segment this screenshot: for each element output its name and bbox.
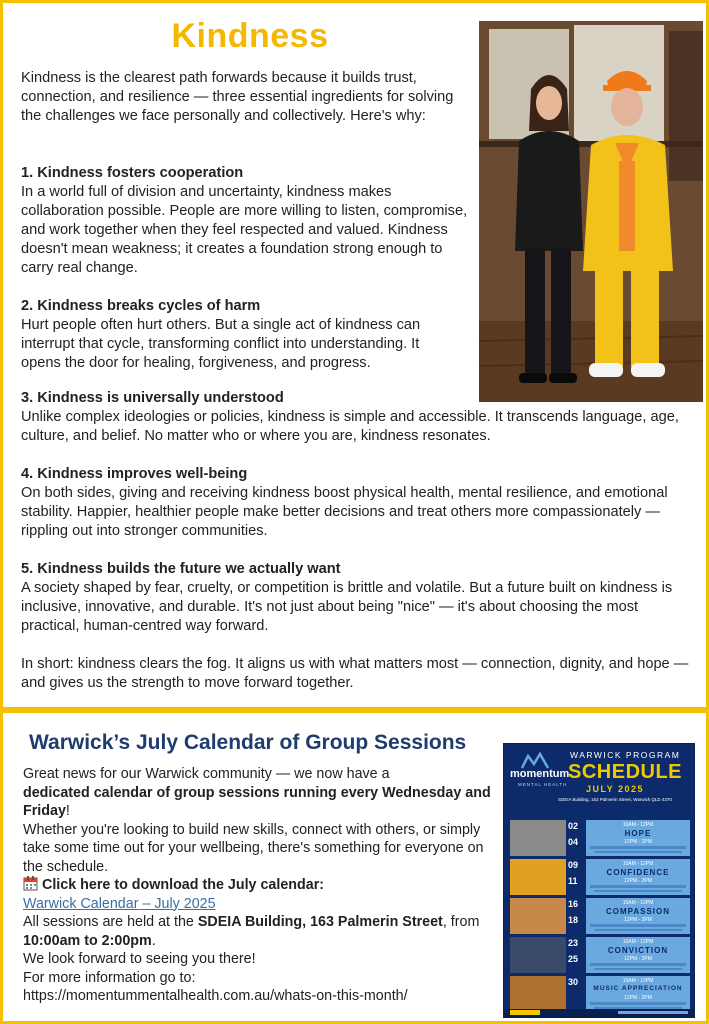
session-time-bold: 10:00am to 2:00pm [23, 932, 152, 949]
kindness-photo [479, 21, 703, 402]
calendar-line-1: Great news for our Warwick community — we now have a [23, 766, 390, 782]
kindness-point-5 [21, 560, 691, 636]
session-card: 10AM - 12PM CONFIDENCE 12PM - 2PM [586, 859, 690, 895]
point-body: In a world full of division and uncertainty, kindness makes collaboration possible. People are more willing to listen, compromise, and work together when they feel respected and valued. Kindness doesn't mean weakness; it creates a foundation strong enough to carry real change. [21, 184, 468, 276]
flyer-session [510, 898, 690, 934]
session-image [510, 859, 566, 895]
point-heading: 3. Kindness is universally understood [21, 390, 284, 406]
session-dates: 16 18 [568, 899, 579, 925]
people-photo-illustration [479, 21, 703, 402]
point-body: Hurt people often hurt others. But a single act of kindness can interrupt that cycle, transforming conflict into understanding. It opens the door for healing, forgiveness, and progress. [21, 317, 421, 371]
session-card: 10AM - 12PM MUSIC APPRECIATION 12PM - 2PM [586, 976, 690, 1012]
point-body: On both sides, giving and receiving kindness boost physical health, mental resilience, and emotional stability. Happier, healthier people make better decisions and treat others more compassionately — rippling out into stronger communities. [21, 485, 668, 539]
flyer-schedule: SCHEDULE [568, 761, 683, 783]
flyer-header [504, 744, 694, 814]
point-heading: 5. Kindness builds the future we actually want [21, 561, 341, 577]
kindness-point-2 [21, 297, 451, 373]
session-card: 10AM - 12PM HOPE 12PM - 2PM [586, 820, 690, 856]
held-mid: , from [442, 914, 480, 930]
flyer-footer [504, 1009, 694, 1017]
point-body: A society shaped by fear, cruelty, or competition is brittle and volatile. But a future built on kindness is inclusive, innovative, and durable. It's not just about being "nice" — it's about choosing the most practical, human-centred way forward. [21, 580, 673, 634]
calendar-line-3: Whether you're looking to build new skills, connect with others, or simply take some time out for your wellbeing, there's something for everyone on the schedule. [23, 821, 484, 875]
flyer-month: JULY 2025 [586, 784, 645, 794]
session-image [510, 976, 566, 1012]
point-heading: 4. Kindness improves well-being [21, 466, 248, 482]
session-dates: 23 25 [568, 938, 579, 964]
calendar-location [23, 913, 493, 950]
flyer-session [510, 820, 690, 856]
flyer-logo-sub: MENTAL HEALTH [518, 782, 568, 787]
kindness-intro: Kindness is the clearest path forwards because it builds trust, connection, and resilience — three essential ingredients for solving the challenges we face personally and collectively. Here's why: [21, 70, 454, 124]
calendar-line-2 [23, 784, 493, 821]
session-dates: 02 04 [568, 821, 579, 847]
session-image [510, 820, 566, 856]
kindness-point-1 [21, 164, 471, 278]
calendar-days-bold: dedicated calendar of group sessions running every Wednesday and Friday [23, 784, 491, 819]
calendar-panel [0, 710, 709, 1024]
flyer-logo: momentum [510, 768, 570, 780]
kindness-title: Kindness [171, 17, 329, 55]
session-image [510, 898, 566, 934]
held-prefix: All sessions are held at the [23, 914, 198, 930]
session-dates: 30 [568, 977, 579, 987]
session-dates: 09 11 [568, 860, 579, 886]
point-body: Unlike complex ideologies or policies, kindness is simple and accessible. It transcends language, age, culture, and belief. No matter who or where you are, kindness resonates. [21, 409, 679, 444]
schedule-flyer[interactable] [503, 743, 695, 1018]
session-card: 10AM - 12PM COMPASSION 12PM - 2PM [586, 898, 690, 934]
calendar-download-link[interactable]: Warwick Calendar – July 2025 [23, 895, 216, 912]
flyer-session [510, 937, 690, 973]
momentum-logo-icon [520, 750, 550, 770]
calendar-url[interactable]: https://momentummentalhealth.com.au/whats-on-this-month/ [23, 988, 408, 1004]
flyer-session [510, 976, 690, 1012]
kindness-point-4 [21, 465, 686, 541]
flyer-session [510, 859, 690, 895]
kindness-summary: In short: kindness clears the fog. It aligns us with what matters most — connection, dignity, and hope — and gives us the strength to move forward together. [21, 656, 689, 691]
flyer-address: SDEIA Building, 163 Palmerin Street, Warwick QLD 4370 [558, 797, 672, 802]
held-end: . [151, 932, 156, 949]
point-heading: 2. Kindness breaks cycles of harm [21, 298, 261, 314]
calendar-line-2-end: ! [65, 803, 70, 819]
point-heading: 1. Kindness fosters cooperation [21, 165, 244, 181]
calendar-icon [23, 876, 38, 891]
kindness-point-3 [21, 389, 696, 446]
calendar-download-row [23, 876, 493, 895]
calendar-more-info: For more information go to: [23, 969, 196, 986]
download-label: Click here to download the July calendar: [42, 877, 325, 893]
flyer-program: WARWICK PROGRAM [570, 750, 681, 760]
calendar-forward: We look forward to seeing you there! [23, 951, 256, 967]
session-card: 10AM - 12PM CONVICTION 12PM - 2PM [586, 937, 690, 973]
calendar-text [23, 765, 493, 1006]
session-image [510, 937, 566, 973]
calendar-title: Warwick’s July Calendar of Group Sessions [29, 731, 467, 754]
held-location-bold: SDEIA Building, 163 Palmerin Street [197, 914, 443, 930]
